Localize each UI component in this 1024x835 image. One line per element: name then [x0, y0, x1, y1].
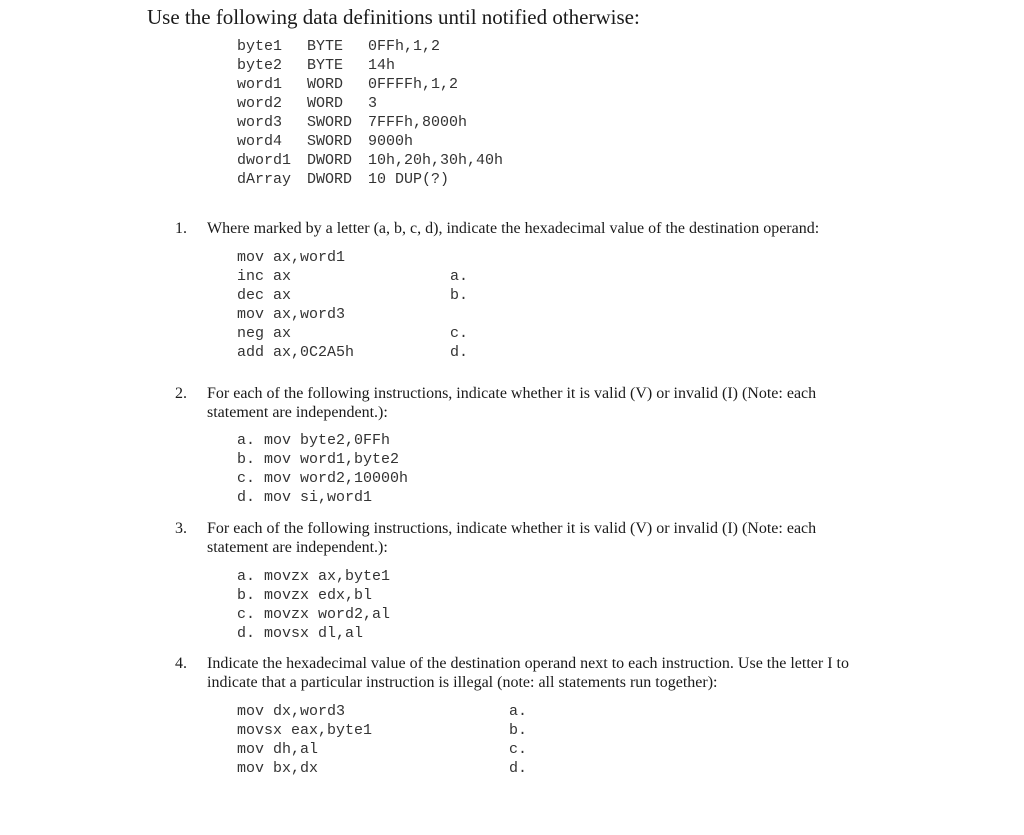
definition-row: [237, 151, 504, 170]
answer-marker: d.: [509, 760, 528, 777]
instruction: dec ax: [237, 287, 292, 304]
code-line: [237, 759, 528, 778]
definition-type: BYTE: [307, 57, 344, 74]
definition-row: [237, 56, 396, 75]
question-text: Where marked by a letter (a, b, c, d), indicate the hexadecimal value of the destination operand:: [207, 220, 820, 237]
code-line: [237, 702, 528, 721]
question-text: For each of the following instructions, indicate whether it is valid (V) or invalid (I) (Note: each statement are independent.):: [207, 520, 817, 556]
code-line: [237, 305, 346, 324]
definition-type: DWORD: [307, 171, 353, 188]
definition-type: DWORD: [307, 152, 353, 169]
definition-name: word1: [237, 76, 283, 93]
definition-name: dArray: [237, 171, 292, 188]
definition-type: BYTE: [307, 38, 344, 55]
question-number: 4.: [175, 655, 187, 672]
code-line: d. movsx dl,al: [237, 625, 364, 642]
instruction: mov ax,word3: [237, 306, 346, 323]
instruction: add ax,0C2A5h: [237, 344, 355, 361]
definition-name: byte2: [237, 57, 283, 74]
code-line: [237, 343, 469, 362]
question-number: 2.: [175, 385, 187, 402]
definition-value: 10 DUP(?): [368, 171, 450, 188]
intro-heading: Use the following data definitions until notified otherwise:: [147, 5, 640, 29]
definition-type: SWORD: [307, 114, 353, 131]
answer-marker: b.: [509, 722, 528, 739]
instruction: inc ax: [237, 268, 292, 285]
answer-marker: a.: [450, 268, 469, 285]
question-number: 1.: [175, 220, 187, 237]
definition-name: word2: [237, 95, 283, 112]
definition-type: WORD: [307, 95, 344, 112]
question-number: 3.: [175, 520, 187, 537]
instruction: mov ax,word1: [237, 249, 346, 266]
definition-type: WORD: [307, 76, 344, 93]
definition-value: 0FFFFh,1,2: [368, 76, 459, 93]
definition-value: 3: [368, 95, 378, 112]
definition-row: [237, 170, 450, 189]
code-line: [237, 324, 469, 343]
definition-value: 9000h: [368, 133, 414, 150]
answer-marker: a.: [509, 703, 528, 720]
instruction: neg ax: [237, 325, 292, 342]
definition-value: 14h: [368, 57, 396, 74]
answer-marker: b.: [450, 287, 469, 304]
instruction: mov bx,dx: [237, 760, 319, 777]
code-line: b. mov word1,byte2: [237, 451, 400, 468]
definition-value: 0FFh,1,2: [368, 38, 441, 55]
definition-name: word4: [237, 133, 283, 150]
answer-marker: c.: [450, 325, 469, 342]
code-line: [237, 267, 469, 286]
definition-row: [237, 94, 378, 113]
definition-row: [237, 37, 441, 56]
code-line: c. movzx word2,al: [237, 606, 391, 623]
code-line: b. movzx edx,bl: [237, 587, 373, 604]
code-line: d. mov si,word1: [237, 489, 373, 506]
question-text: For each of the following instructions, indicate whether it is valid (V) or invalid (I) (Note: each statement are independent.):: [207, 385, 817, 421]
definition-row: [237, 113, 468, 132]
code-line: a. mov byte2,0FFh: [237, 432, 391, 449]
definition-name: byte1: [237, 38, 283, 55]
code-line: c. mov word2,10000h: [237, 470, 409, 487]
definition-row: [237, 75, 459, 94]
code-line: [237, 286, 469, 305]
definition-value: 7FFFh,8000h: [368, 114, 468, 131]
definition-value: 10h,20h,30h,40h: [368, 152, 504, 169]
definition-name: word3: [237, 114, 283, 131]
definition-type: SWORD: [307, 133, 353, 150]
answer-marker: c.: [509, 741, 528, 758]
definition-row: [237, 132, 414, 151]
instruction: mov dx,word3: [237, 703, 346, 720]
instruction: mov dh,al: [237, 741, 319, 758]
code-line: [237, 721, 528, 740]
code-line: a. movzx ax,byte1: [237, 568, 391, 585]
code-line: [237, 740, 528, 759]
instruction: movsx eax,byte1: [237, 722, 373, 739]
code-line: [237, 248, 346, 267]
answer-marker: d.: [450, 344, 469, 361]
question-text: Indicate the hexadecimal value of the destination operand next to each instruction. Use the letter I to indicate that a particular instruction is illegal (note: all statements run together):: [207, 655, 849, 691]
definition-name: dword1: [237, 152, 292, 169]
